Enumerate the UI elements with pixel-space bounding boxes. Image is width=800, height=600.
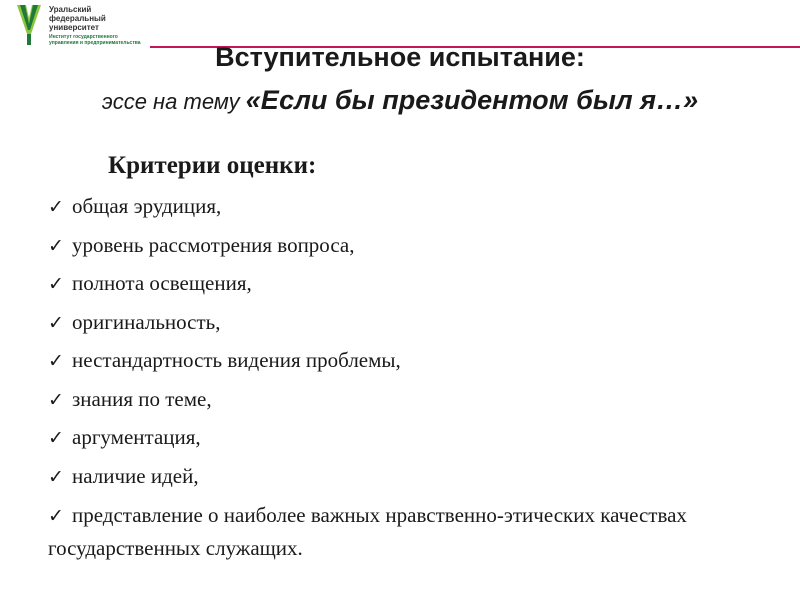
check-icon: ✓ [48, 388, 64, 411]
criteria-list [48, 188, 768, 564]
check-icon: ✓ [48, 273, 64, 295]
check-icon: ✓ [48, 505, 64, 527]
slide-subtitle [0, 82, 800, 123]
check-icon: ✓ [48, 311, 64, 334]
list-item [48, 227, 768, 266]
criteria-text: полнота освещения, [72, 271, 252, 295]
check-icon: ✓ [48, 234, 64, 257]
criteria-heading: Критерии оценки: [108, 152, 317, 179]
check-icon: ✓ [48, 196, 64, 218]
criteria-text: нестандартность видения проблемы, [72, 348, 401, 372]
list-item [48, 458, 768, 497]
criteria-text: общая эрудиция, [72, 194, 222, 218]
logo-line: Уральский [49, 5, 92, 14]
list-item [48, 265, 768, 304]
list-item [48, 496, 768, 564]
subtitle-topic: «Если бы президентом был я…» [245, 85, 699, 115]
list-item [48, 342, 768, 381]
list-item [48, 304, 768, 343]
logo-line: федеральный [49, 14, 106, 23]
criteria-text: аргументация, [72, 425, 201, 449]
criteria-text: знания по теме, [72, 386, 212, 411]
check-icon: ✓ [48, 465, 64, 488]
logo-line: университет [49, 23, 99, 32]
list-item [48, 188, 768, 227]
criteria-text: уровень рассмотрения вопроса, [72, 232, 355, 257]
check-icon: ✓ [48, 350, 64, 372]
list-item [48, 381, 768, 420]
list-item [48, 419, 768, 458]
criteria-text: представление о наиболее важных нравственно-этических качествах государственных служащих. [48, 503, 687, 560]
check-icon: ✓ [48, 427, 64, 449]
logo-subline: управления и предпринимательства [49, 40, 141, 46]
criteria-text: оригинальность, [72, 309, 221, 334]
logo-subline: Институт государственного [49, 34, 118, 40]
criteria-text: наличие идей, [72, 463, 199, 488]
slide-title: Вступительное испытание: [215, 42, 585, 72]
subtitle-prefix: эссе на тему [101, 89, 246, 114]
